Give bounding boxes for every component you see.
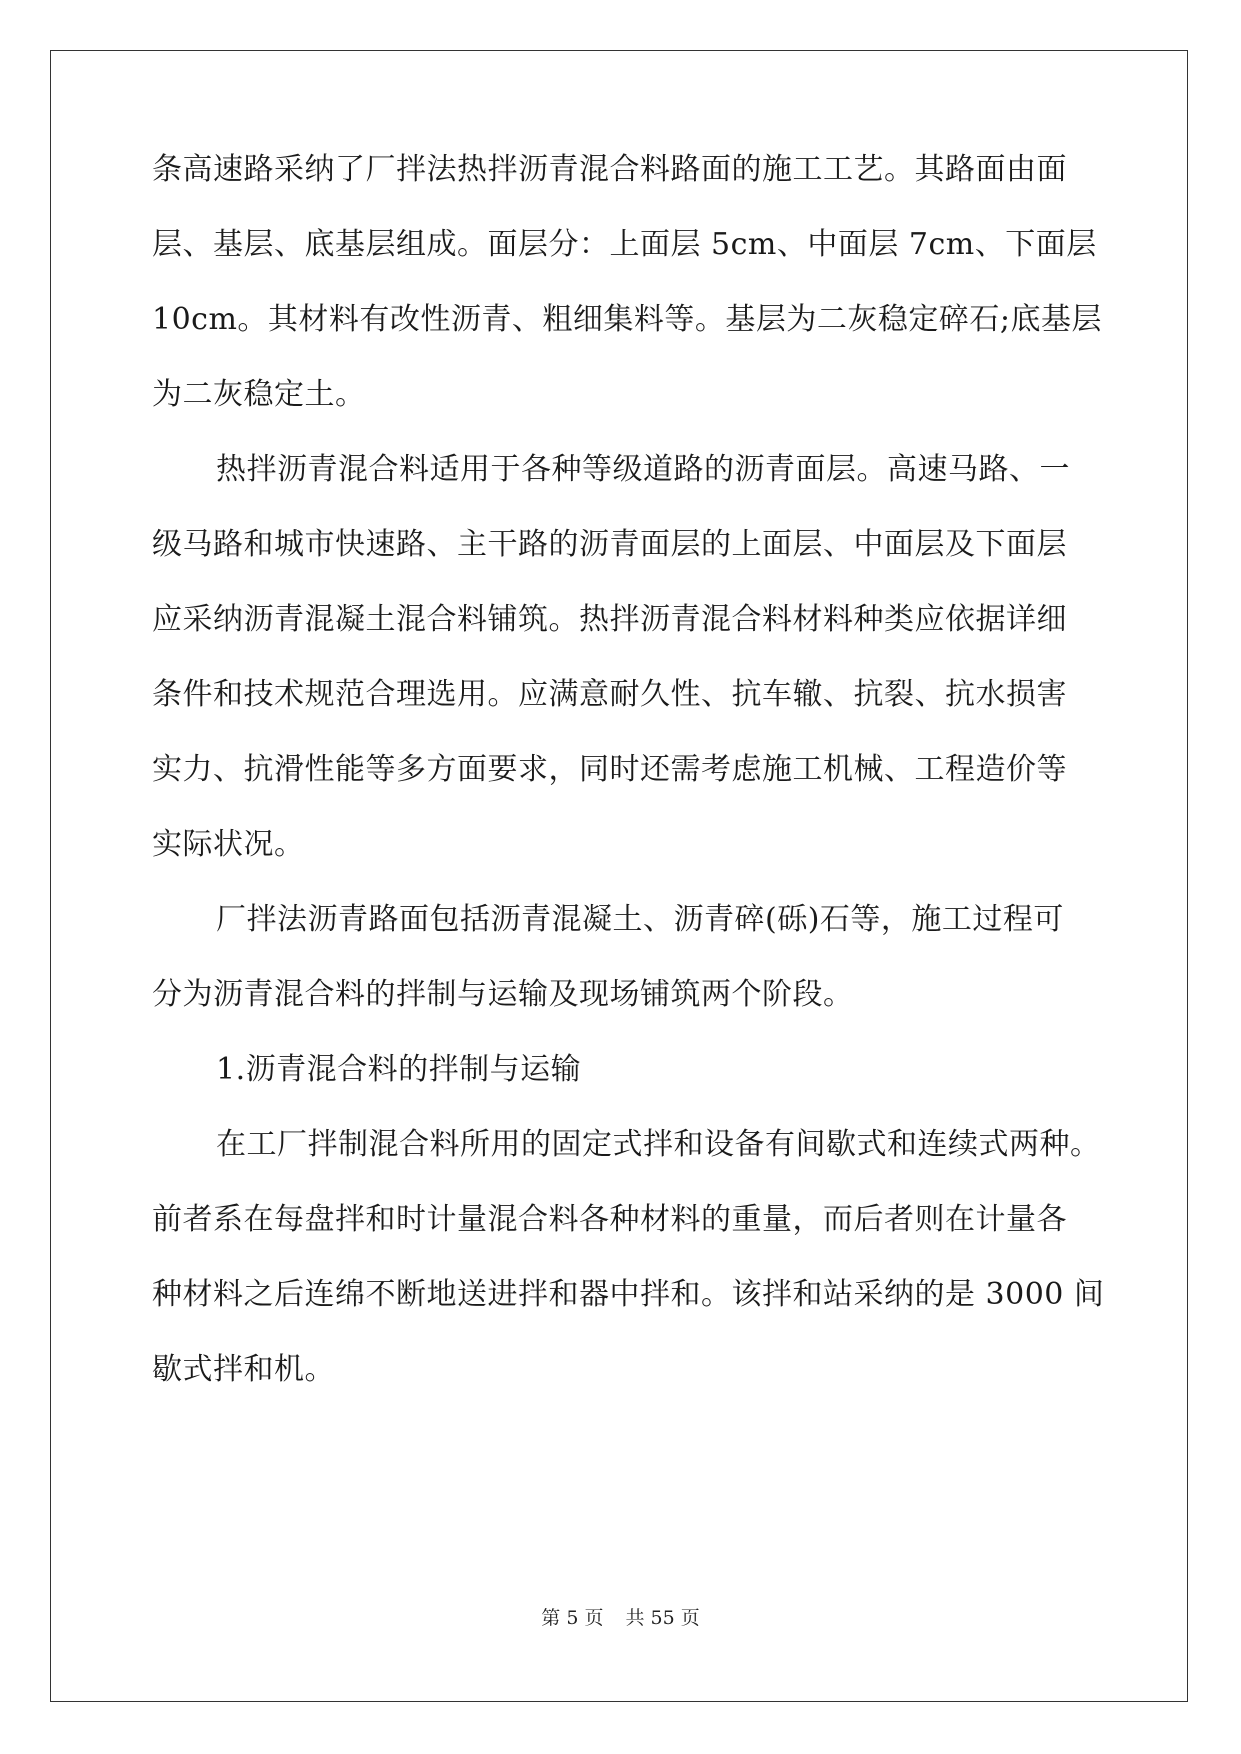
text-line: 应采纳沥青混凝土混合料铺筑。热拌沥青混合料材料种类应依据详细 xyxy=(152,602,1067,637)
text-line: 前者系在每盘拌和时计量混合料各种材料的重量，而后者则在计量各 xyxy=(152,1202,1067,1237)
text-line: 级马路和城市快速路、主干路的沥青面层的上面层、中面层及下面层 xyxy=(152,527,1067,562)
total-pages: 共 55 页 xyxy=(625,1607,700,1629)
text-line: 条高速路采纳了厂拌法热拌沥青混合料路面的施工工艺。其路面由面 xyxy=(152,152,1067,187)
text-line: 为二灰稳定土。 xyxy=(152,377,366,412)
text-line: 实力、抗滑性能等多方面要求，同时还需考虑施工机械、工程造价等 xyxy=(152,752,1067,787)
section-heading: 1.沥青混合料的拌制与运输 xyxy=(216,1052,582,1087)
text-line: 热拌沥青混合料适用于各种等级道路的沥青面层。高速马路、一 xyxy=(216,452,1070,487)
text-line: 厂拌法沥青路面包括沥青混凝土、沥青碎(砾)石等，施工过程可 xyxy=(216,902,1064,937)
text-line: 歇式拌和机。 xyxy=(152,1352,335,1387)
text-line: 分为沥青混合料的拌制与运输及现场铺筑两个阶段。 xyxy=(152,977,854,1012)
page-border xyxy=(50,50,1188,1702)
page-footer xyxy=(0,1606,1241,1630)
text-line: 实际状况。 xyxy=(152,827,305,862)
text-line: 种材料之后连绵不断地送进拌和器中拌和。该拌和站采纳的是 3000 间 xyxy=(152,1277,1105,1312)
text-line: 在工厂拌制混合料所用的固定式拌和设备有间歇式和连续式两种。 xyxy=(216,1127,1101,1162)
text-line: 10cm。其材料有改性沥青、粗细集料等。基层为二灰稳定碎石;底基层 xyxy=(152,302,1103,337)
page-number: 第 5 页 xyxy=(541,1607,604,1629)
text-line: 条件和技术规范合理选用。应满意耐久性、抗车辙、抗裂、抗水损害 xyxy=(152,677,1067,712)
text-line: 层、基层、底基层组成。面层分：上面层 5cm、中面层 7cm、下面层 xyxy=(152,227,1097,262)
